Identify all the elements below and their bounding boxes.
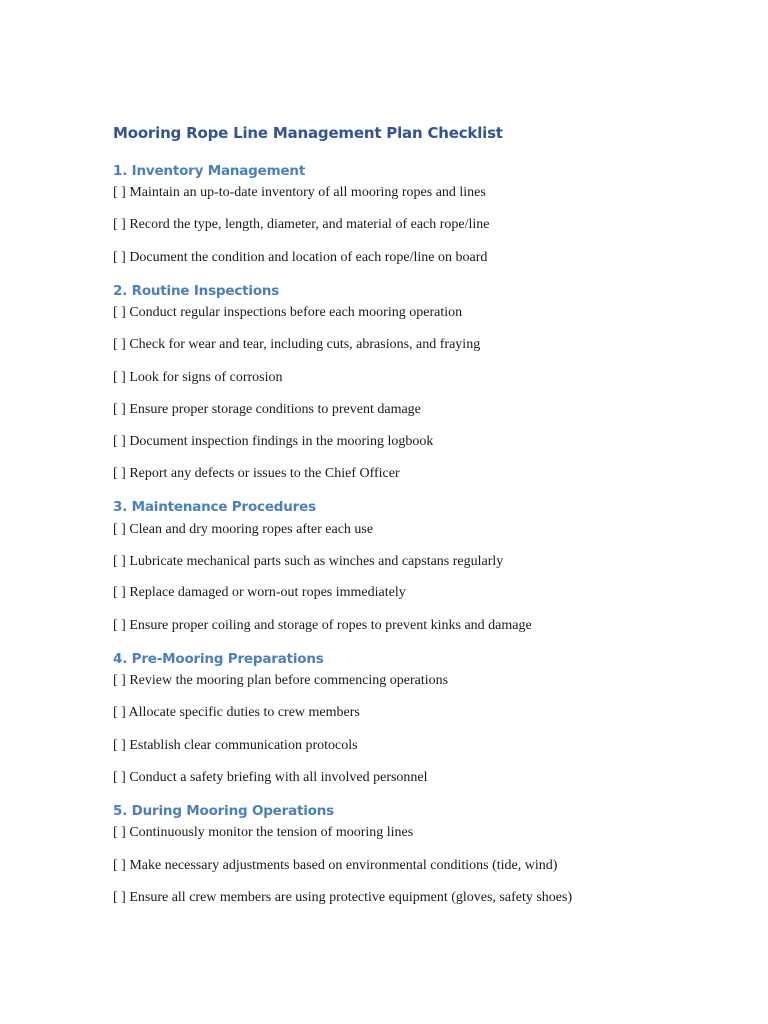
- checklist-item: [ ] Clean and dry mooring ropes after each use: [113, 522, 374, 537]
- checklist-item: [ ] Maintain an up-to-date inventory of all mooring ropes and lines: [113, 185, 486, 200]
- checklist-item: [ ] Establish clear communication protocols: [113, 738, 358, 753]
- checklist-item: [ ] Record the type, length, diameter, and material of each rope/line: [113, 217, 490, 232]
- section-heading-maintenance-procedures: 3. Maintenance Procedures: [113, 499, 316, 515]
- checklist-item: [ ] Ensure all crew members are using protective equipment (gloves, safety shoes): [113, 890, 573, 905]
- section-heading-pre-mooring-preparations: 4. Pre-Mooring Preparations: [113, 651, 324, 667]
- section-heading-during-mooring-operations: 5. During Mooring Operations: [113, 803, 335, 819]
- checklist-item: [ ] Conduct regular inspections before each mooring operation: [113, 305, 463, 320]
- section-heading-routine-inspections: 2. Routine Inspections: [113, 283, 280, 299]
- checklist-item: [ ] Look for signs of corrosion: [113, 370, 283, 385]
- section-heading-inventory-management: 1. Inventory Management: [113, 163, 306, 179]
- checklist-item: [ ] Ensure proper storage conditions to prevent damage: [113, 402, 421, 417]
- document-title: Mooring Rope Line Management Plan Checklist: [113, 124, 503, 142]
- checklist-item: [ ] Make necessary adjustments based on environmental conditions (tide, wind): [113, 858, 558, 873]
- checklist-item: [ ] Lubricate mechanical parts such as winches and capstans regularly: [113, 554, 504, 569]
- checklist-item: [ ] Replace damaged or worn-out ropes immediately: [113, 585, 406, 600]
- checklist-item: [ ] Review the mooring plan before commencing operations: [113, 673, 449, 688]
- checklist-item: [ ] Document inspection findings in the mooring logbook: [113, 434, 434, 449]
- checklist-item: [ ] Ensure proper coiling and storage of ropes to prevent kinks and damage: [113, 618, 532, 633]
- checklist-item: [ ] Report any defects or issues to the Chief Officer: [113, 466, 400, 481]
- checklist-item: [ ] Document the condition and location of each rope/line on board: [113, 250, 488, 265]
- checklist-item: [ ] Check for wear and tear, including cuts, abrasions, and fraying: [113, 337, 481, 352]
- checklist-item: [ ] Conduct a safety briefing with all involved personnel: [113, 770, 428, 785]
- checklist-item: [ ] Continuously monitor the tension of mooring lines: [113, 825, 414, 840]
- checklist-item: [ ] Allocate specific duties to crew members: [113, 705, 360, 720]
